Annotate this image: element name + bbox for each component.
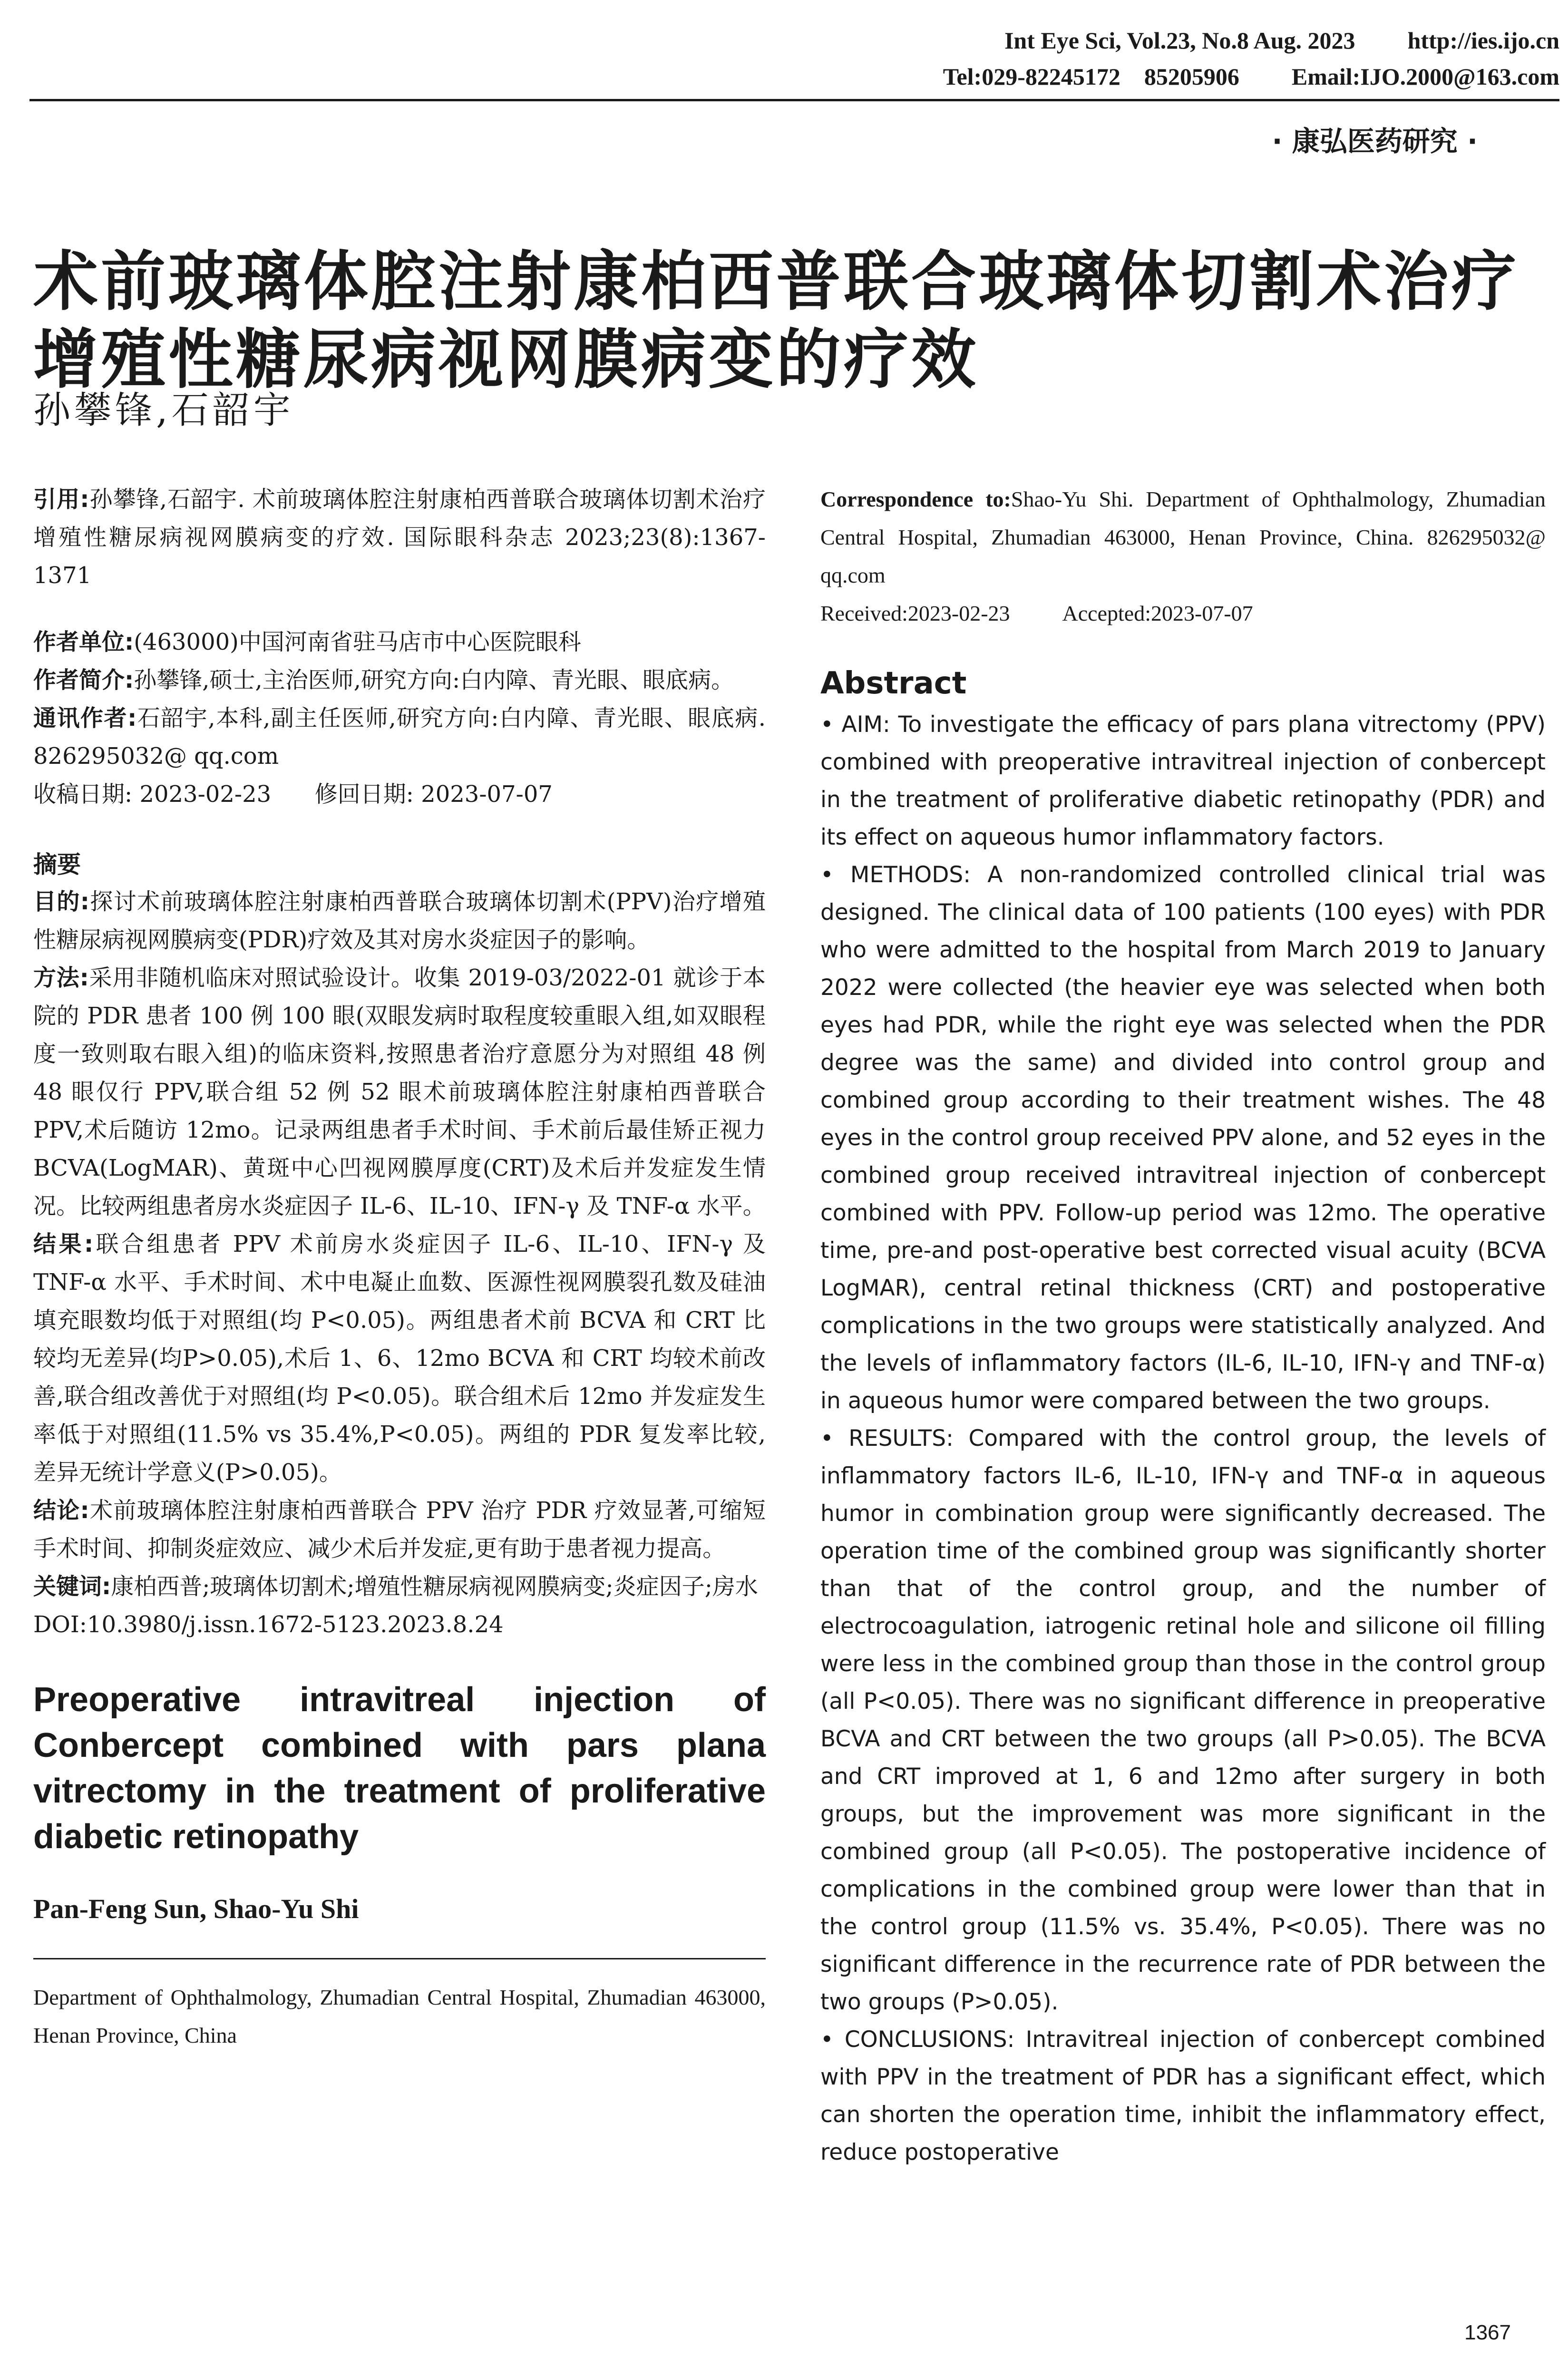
aim-en: • AIM: To investigate the efficacy of pars plana vitrectomy (PPV) combined with preoperative intravitreal injection of conbercept in the treatment of proliferative diabetic retinopathy (PDR) and its effect on aqueous humor inflammatory factors. <box>820 711 1546 850</box>
section-tag: · 康弘医药研究 · <box>1272 125 1478 157</box>
results-label-cn: 结果: <box>33 1231 94 1257</box>
affiliation-en: Department of Ophthalmology, Zhumadian Central Hospital, Zhumadian 463000, Henan Province, China <box>33 1985 766 2047</box>
corr-text-en: Shao-Yu Shi. Department of Ophthalmology, Zhumadian Central Hospital, Zhumadian 463000, Henan Province, China. 826295032@ qq.com <box>820 487 1546 587</box>
results-text-cn: 联合组患者 PPV 术前房水炎症因子 IL-6、IL-10、IFN-γ 及 TNF-α 水平、手术时间、术中电凝止血数、医源性视网膜裂孔数及硅油填充眼数均低于对照组(均 P<0.05)。两组患者术前 BCVA 和 CRT 比较均无差异(均P>0.05),术后 1、6、12mo BCVA 和 CRT 均较术前改善,联合组改善优于对照组(均 P<0.05)。联合组术后 12mo 并发症发生率低于对照组(11.5% vs 35.4%,P<0.05)。两组的 PDR 复发率比较,差异无统计学意义(P>0.05)。 <box>33 1231 766 1486</box>
accepted-date: Accepted:2023-07-07 <box>1062 601 1253 625</box>
authors-cn: 孙攀锋,石韶宇 <box>33 389 294 432</box>
conclusion-text-cn: 术前玻璃体腔注射康柏西普联合 PPV 治疗 PDR 疗效显著,可缩短手术时间、抑制炎症效应、减少术后并发症,更有助于患者视力提高。 <box>33 1497 766 1562</box>
intro-text: 孙攀锋,硕士,主治医师,研究方向:白内障、青光眼、眼底病。 <box>134 667 734 693</box>
article-title-cn: 术前玻璃体腔注射康柏西普联合玻璃体切割术治疗增殖性糖尿病视网膜病变的疗效 <box>33 244 1519 398</box>
citation-label: 引用: <box>33 486 89 513</box>
aim-text-cn: 探讨术前玻璃体腔注射康柏西普联合玻璃体切割术(PPV)治疗增殖性糖尿病视网膜病变(PDR)疗效及其对房水炎症因子的影响。 <box>33 888 766 953</box>
authors-en: Pan-Feng Sun, Shao-Yu Shi <box>33 1893 359 1924</box>
aim-cn <box>33 883 766 959</box>
corresponding-author <box>33 699 766 775</box>
journal-header-line-2 <box>943 60 1559 93</box>
conclusion-cn <box>33 1491 766 1568</box>
methods-en: • METHODS: A non-randomized controlled clinical trial was designed. The clinical data of 100 patients (100 eyes) with PDR who were admitted to the hospital from March 2019 to January 2022 were collected (the heavier eye was selected when both eyes had PDR, while the right eye was selected when the PDR degree was the same) and divided into control group and combined group according to their treatment wishes. The 48 eyes in the control group received PPV alone, and 52 eyes in the combined group received intravitreal injection of conbercept combined with PPV. Follow-up period was 12mo. The operative time, pre-and post-operative best corrected visual acuity (BCVA LogMAR), central retinal thickness (CRT) and postoperative complications in the two groups were statistically analyzed. And the levels of inflammatory factors (IL-6, IL-10, IFN-γ and TNF-α) in aqueous humor were compared between the two groups. <box>820 862 1546 1414</box>
affiliation-rule <box>33 1958 766 1959</box>
results-en: • RESULTS: Compared with the control group, the levels of inflammatory factors IL-6, IL-10, IFN-γ and TNF-α in aqueous humor in combination group were significantly decreased. The operation time of the combined group was significantly shorter than that of the control group, and the number of electrocoagulation, iatrogenic retinal hole and silicone oil filling were less in the combined group than those in the control group (all P<0.05). There was no significant difference in preoperative BCVA and CRT between the two groups (all P>0.05). The BCVA and CRT improved at 1, 6 and 12mo after surgery in both groups, but the improvement was more significant in the combined group (all P<0.05). The postoperative incidence of complications in the combined group were lower than that in the control group (11.5% vs. 35.4%, P<0.05). There was no significant difference in the recurrence rate of PDR between the two groups (P>0.05). <box>820 1425 1546 2015</box>
author-unit <box>33 623 766 661</box>
journal-citation: Int Eye Sci, Vol.23, No.8 Aug. 2023 <box>1004 27 1355 54</box>
unit-text: (463000)中国河南省驻马店市中心医院眼科 <box>134 629 581 655</box>
keywords-text-cn: 康柏西普;玻璃体切割术;增殖性糖尿病视网膜病变;炎症因子;房水 <box>111 1573 758 1600</box>
received-accepted <box>820 594 1546 633</box>
results-cn <box>33 1225 766 1491</box>
abstract-heading-en: Abstract <box>820 666 967 701</box>
journal-header-line-1 <box>1004 24 1559 57</box>
methods-label-cn: 方法: <box>33 964 89 991</box>
page-number: 1367 <box>1464 2321 1511 2344</box>
keywords-cn <box>33 1568 766 1606</box>
methods-cn <box>33 959 766 1225</box>
corr-label-cn: 通讯作者: <box>33 705 137 731</box>
left-column <box>33 480 766 2055</box>
right-column <box>820 480 1546 2171</box>
conclusions-en: • CONCLUSIONS: Intravitreal injection of conbercept combined with PPV in the treatment of PDR has a significant effect, which can shorten the operation time, inhibit the inflammatory effect, reduce postoperative <box>820 2026 1546 2165</box>
conclusion-label-cn: 结论: <box>33 1497 89 1524</box>
received-date: Received:2023-02-23 <box>820 601 1010 625</box>
abstract-heading-cn: 摘要 <box>33 851 81 878</box>
citation <box>33 480 766 594</box>
aim-label-cn: 目的: <box>33 888 89 915</box>
author-intro <box>33 661 766 699</box>
keywords-label-cn: 关键词: <box>33 1573 111 1600</box>
intro-label: 作者简介: <box>33 667 134 693</box>
journal-url: http://ies.ijo.cn <box>1407 27 1559 54</box>
unit-label: 作者单位: <box>33 629 134 655</box>
doi[interactable]: DOI:10.3980/j.issn.1672-5123.2023.8.24 <box>33 1611 504 1638</box>
journal-tel: Tel:029-82245172 85205906 <box>943 63 1239 90</box>
header-rule <box>29 99 1559 101</box>
journal-email: Email:IJO.2000@163.com <box>1291 63 1559 90</box>
methods-text-cn: 采用非随机临床对照试验设计。收集 2019-03/2022-01 就诊于本院的 PDR 患者 100 例 100 眼(双眼发病时取程度较重眼入组,如双眼程度一致则取右眼入组)的临床资料,按照患者治疗意愿分为对照组 48 例 48 眼仅行 PPV,联合组 52 例 52 眼术前玻璃体腔注射康柏西普联合 PPV,术后随访 12mo。记录两组患者手术时间、手术前后最佳矫正视力 BCVA(LogMAR)、黄斑中心凹视网膜厚度(CRT)及术后并发症发生情况。比较两组患者房水炎症因子 IL-6、IL-10、IFN-γ 及 TNF-α 水平。 <box>33 964 766 1219</box>
correspondence-en <box>820 480 1546 594</box>
article-title-en: Preoperative intravitreal injection of Conbercept combined with pars plana vitrectomy in the treatment of proliferative diabetic retinopathy <box>33 1681 766 1856</box>
citation-text: 孙攀锋,石韶宇. 术前玻璃体腔注射康柏西普联合玻璃体切割术治疗增殖性糖尿病视网膜病变的疗效. 国际眼科杂志 2023;23(8):1367-1371 <box>33 486 766 589</box>
corr-label-en: Correspondence to: <box>820 487 1011 511</box>
corr-text-cn: 石韶宇,本科,副主任医师,研究方向:白内障、青光眼、眼底病. 826295032@ qq.com <box>33 705 766 770</box>
dates-cn: 收稿日期: 2023-02-23 修回日期: 2023-07-07 <box>33 781 553 808</box>
